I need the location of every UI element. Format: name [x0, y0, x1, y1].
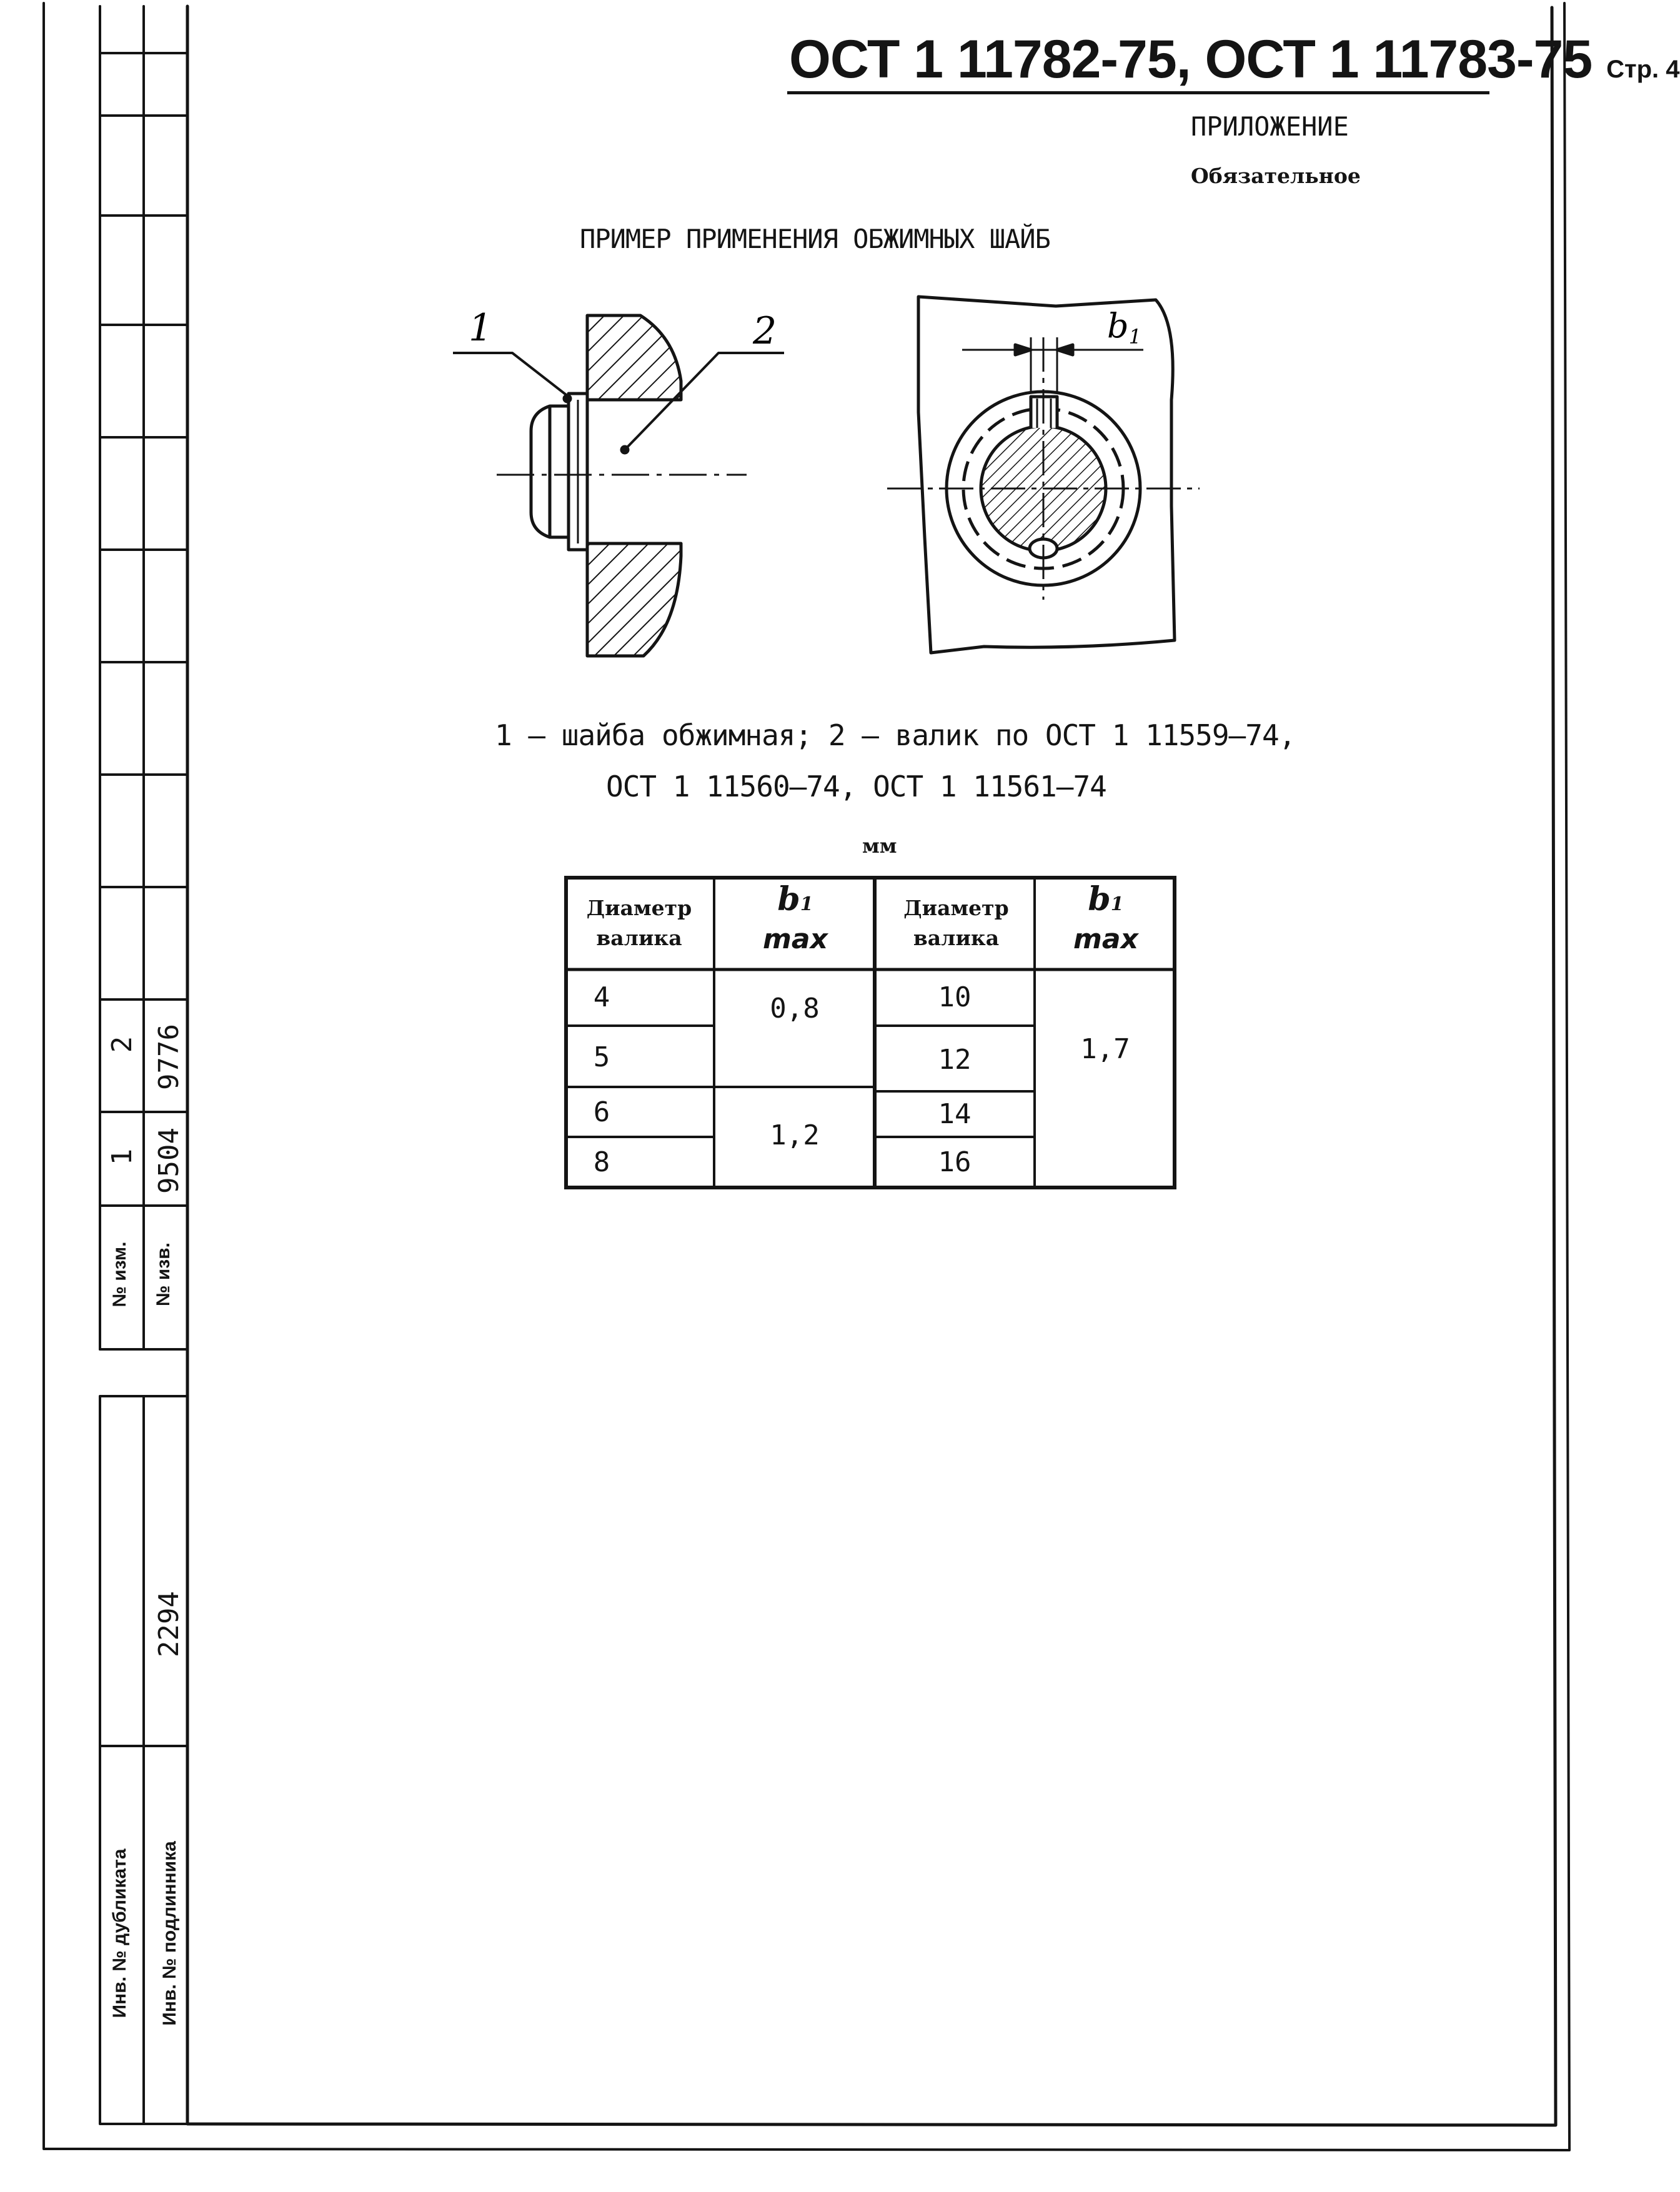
header-underline [787, 91, 1489, 94]
section-view [453, 315, 784, 656]
washer-drawing [437, 287, 1275, 687]
diameter-cell: 8 [593, 1146, 610, 1178]
dimension-b1-label: b1 [1107, 306, 1141, 349]
diameter-cell: 14 [938, 1098, 972, 1130]
notice-number-1: 9504 [153, 1128, 185, 1194]
diameter-cell: 4 [593, 981, 610, 1013]
b1-max-cell: 0,8 [770, 992, 820, 1024]
standard-codes: ОСТ 1 11782-75, ОСТ 1 11783-75 [789, 29, 1593, 89]
diameter-cell: 12 [938, 1043, 972, 1076]
figure-title: ПРИМЕР ПРИМЕНЕНИЯ ОБЖИМНЫХ ШАЙБ [580, 224, 1050, 254]
dimensions-table [564, 876, 1176, 1189]
table-unit: мм [862, 834, 897, 858]
change-no-label: № изм. [109, 1241, 130, 1307]
diameter-cell: 10 [938, 981, 972, 1013]
diameter-cell: 5 [593, 1041, 610, 1073]
header-b1-left [717, 882, 873, 957]
notice-number-2: 9776 [153, 1024, 185, 1090]
standard-code-header [789, 25, 1680, 94]
diameter-cell: 6 [593, 1096, 610, 1128]
header-max-right: max [1073, 923, 1138, 955]
end-view [887, 297, 1200, 653]
header-max-left: max [763, 923, 828, 955]
b1-max-cell: 1,2 [770, 1119, 820, 1151]
appendix-label: ПРИЛОЖЕНИЕ [1191, 111, 1349, 142]
change-number-2: 2 [106, 1036, 138, 1053]
header-diameter-left: Диаметр валика [586, 896, 692, 950]
header-diameter-right: Диаметр валика [903, 896, 1009, 950]
callout-2: 2 [753, 309, 777, 353]
header-b1-right [1038, 882, 1174, 957]
b1-max-cell: 1,7 [1080, 1033, 1130, 1065]
original-inventory-number: 2294 [153, 1591, 185, 1657]
header-b1-symbol-left: b1 [777, 880, 813, 918]
header-b1-symbol-right: b1 [1088, 880, 1124, 918]
page-number: Стр. 4 [1606, 56, 1680, 83]
appendix-status: Обязательное [1191, 164, 1361, 188]
legend-line-2: ОСТ 1 11560–74, ОСТ 1 11561–74 [606, 770, 1106, 803]
change-number-1: 1 [106, 1148, 138, 1166]
diameter-cell: 16 [938, 1146, 972, 1178]
duplicate-inventory-label: Инв. № дубликата [109, 1848, 130, 2018]
callout-1: 1 [469, 306, 493, 350]
notice-no-label: № изв. [153, 1242, 174, 1306]
original-inventory-label: Инв. № подлинника [159, 1841, 180, 2026]
legend-line-1: 1 – шайба обжимная; 2 – валик по ОСТ 1 11559–74, [495, 718, 1296, 752]
